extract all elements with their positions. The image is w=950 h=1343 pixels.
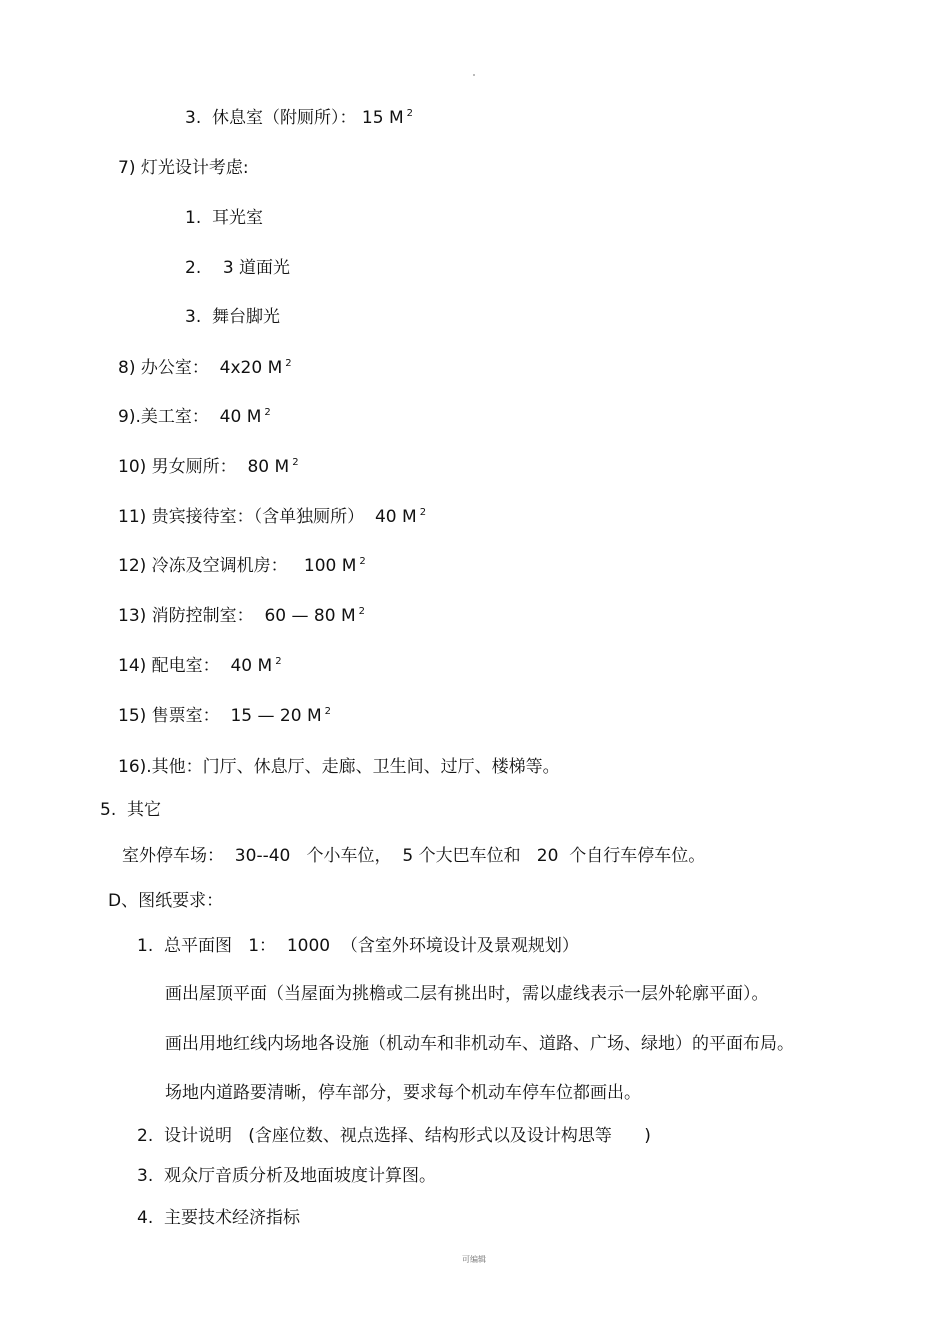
line-15 <box>100 799 161 821</box>
line-text: D、图纸要求： <box>108 891 224 911</box>
line-14 <box>118 756 560 778</box>
superscript: 2 <box>285 358 292 369</box>
line-text: 3. 休息室（附厕所）： 15 M <box>185 108 404 128</box>
line-18 <box>137 935 579 957</box>
superscript: 2 <box>292 457 299 468</box>
superscript: 2 <box>406 108 414 119</box>
line-21 <box>165 1082 641 1104</box>
line-text: 7) 灯光设计考虑: <box>118 158 249 178</box>
superscript: 2 <box>324 706 331 717</box>
superscript: 2 <box>419 507 427 518</box>
line-text: 15) 售票室： 15 — 20 M <box>118 706 322 726</box>
line-8 <box>118 456 299 481</box>
line-text: 场地内道路要清晰，停车部分，要求每个机动车停车位都画出。 <box>165 1083 641 1103</box>
line-3 <box>185 207 263 229</box>
line-22 <box>137 1125 651 1147</box>
line-text: 1. 耳光室 <box>185 208 264 228</box>
line-10 <box>118 555 366 580</box>
line-13 <box>118 705 331 730</box>
line-16 <box>122 845 705 867</box>
line-text: 10) 男女厕所： 80 M <box>118 457 290 477</box>
line-text: 3. 观众厅音质分析及地面坡度计算图。 <box>137 1166 437 1186</box>
line-text: 9).美工室： 40 M <box>118 407 262 427</box>
line-20 <box>165 1033 794 1055</box>
line-text: 1. 总平面图 1： 1000 （含室外环境设计及景观规划） <box>137 936 579 956</box>
line-text: 5. 其它 <box>100 800 162 820</box>
superscript: 2 <box>358 606 365 617</box>
line-text: 画出用地红线内场地各设施（机动车和非机动车、道路、广场、绿地）的平面布局。 <box>165 1034 794 1054</box>
line-19 <box>165 983 769 1005</box>
line-text: 室外停车场： 30--40 个小车位， 5 个大巴车位和 20 个自行车停车位。 <box>122 846 706 866</box>
line-1 <box>185 107 413 132</box>
line-text: 16).其他：门厅、休息厅、走廊、卫生间、过厅、楼梯等。 <box>118 757 560 777</box>
line-23 <box>137 1165 436 1187</box>
line-17 <box>108 890 223 912</box>
header-mark <box>473 74 475 76</box>
line-text: 2. 3 道面光 <box>185 258 291 278</box>
line-9 <box>118 506 426 531</box>
footer-label: 可编辑 <box>462 1255 486 1264</box>
superscript: 2 <box>264 407 271 418</box>
line-7 <box>118 406 271 431</box>
superscript: 2 <box>275 656 282 667</box>
line-24 <box>137 1207 300 1229</box>
line-11 <box>118 605 365 630</box>
line-text: 13) 消防控制室： 60 — 80 M <box>118 606 356 626</box>
line-text: 3. 舞台脚光 <box>185 307 281 327</box>
line-4 <box>185 257 290 279</box>
line-text: 画出屋顶平面（当屋面为挑檐或二层有挑出时，需以虚线表示一层外轮廓平面）。 <box>165 984 769 1004</box>
line-5 <box>185 306 280 328</box>
line-2 <box>118 157 249 179</box>
superscript: 2 <box>359 556 366 567</box>
line-text: 4. 主要技术经济指标 <box>137 1208 301 1228</box>
line-text: 2. 设计说明 (含座位数、视点选择、结构形式以及设计构思等 ) <box>137 1126 651 1146</box>
line-text: 8) 办公室： 4x20 M <box>118 358 283 378</box>
line-text: 12) 冷冻及空调机房： 100 M <box>118 556 357 576</box>
line-6 <box>118 357 292 382</box>
line-12 <box>118 655 282 680</box>
line-text: 11) 贵宾接待室：（含单独厕所） 40 M <box>118 507 417 527</box>
line-text: 14) 配电室： 40 M <box>118 656 273 676</box>
